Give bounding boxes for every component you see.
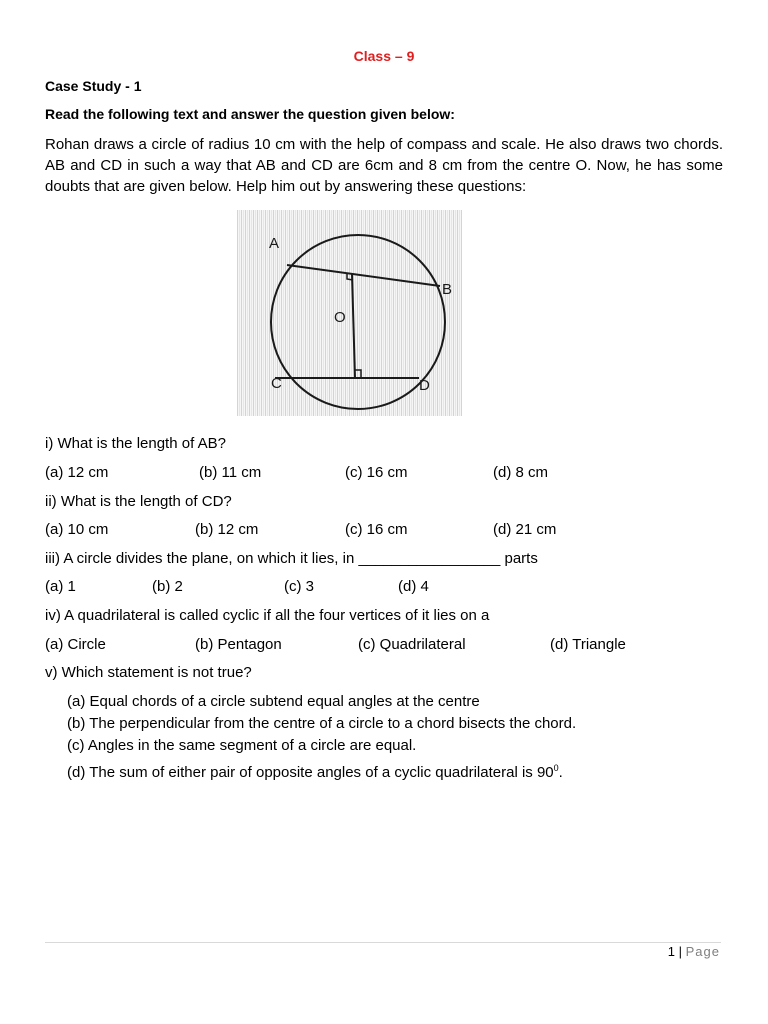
label-b: B (442, 281, 453, 298)
label-d: D (419, 377, 430, 394)
page-footer (668, 944, 720, 959)
case-study-title: Case Study - 1 (45, 78, 142, 94)
q2-option-c: (c) 16 cm (345, 521, 408, 538)
instruction-heading: Read the following text and answer the question given below: (45, 106, 455, 122)
q1-option-d: (d) 8 cm (493, 464, 549, 481)
q4-option-d: (d) Triangle (550, 636, 626, 653)
q3-option-b: (b) 2 (152, 578, 183, 595)
q3-option-a: (a) 1 (45, 578, 76, 595)
q2-option-d: (d) 21 cm (493, 521, 557, 538)
q5-option-d-line (67, 757, 563, 779)
q4-option-a: (a) Circle (45, 636, 106, 653)
q1-option-b: (b) 11 cm (199, 464, 262, 481)
case-study-passage: Rohan draws a circle of radius 10 cm with the help of compass and scale. He also draws two chords. AB and CD in such a way that AB and CD are 6cm and 8 cm from the centre O. Now, he has some doubts that are given below. Help him out by answering these questions: (45, 136, 723, 195)
q2-option-a: (a) 10 cm (45, 521, 109, 538)
question-5: v) Which statement is not true? (45, 664, 252, 681)
question-2: ii) What is the length of CD? (45, 493, 232, 510)
footer-divider (45, 942, 721, 943)
label-o: O (334, 309, 346, 326)
question-4: iv) A quadrilateral is called cyclic if all the four vertices of it lies on a (45, 607, 490, 624)
q4-option-b: (b) Pentagon (195, 636, 282, 653)
q3-option-d: (d) 4 (398, 578, 429, 595)
q5-option-d-superscript: 0 (553, 763, 559, 773)
q5-option-b: (b) The perpendicular from the centre of a circle to a chord bisects the chord. (67, 715, 577, 732)
label-a: A (269, 235, 280, 252)
q1-option-c: (c) 16 cm (345, 464, 408, 481)
q2-option-b: (b) 12 cm (195, 521, 259, 538)
circle-chords-figure (237, 210, 462, 416)
q4-option-c: (c) Quadrilateral (358, 636, 466, 653)
q5-option-c: (c) Angles in the same segment of a circle are equal. (67, 737, 417, 754)
label-c: C (271, 375, 282, 392)
page-word: Page (685, 944, 720, 959)
class-label: Class – 9 (353, 48, 415, 64)
q5-option-d: (d) The sum of either pair of opposite angles of a cyclic quadrilateral is 90 (67, 764, 554, 781)
q3-option-c: (c) 3 (284, 578, 314, 595)
page-number: 1 (667, 944, 675, 959)
q5-option-a: (a) Equal chords of a circle subtend equal angles at the centre (67, 693, 480, 710)
question-3: iii) A circle divides the plane, on which it lies, in _________________ parts (45, 550, 538, 567)
q5-option-d-end: . (558, 764, 563, 781)
page-separator: | (678, 944, 682, 959)
question-1: i) What is the length of AB? (45, 435, 226, 452)
q1-option-a: (a) 12 cm (45, 464, 109, 481)
